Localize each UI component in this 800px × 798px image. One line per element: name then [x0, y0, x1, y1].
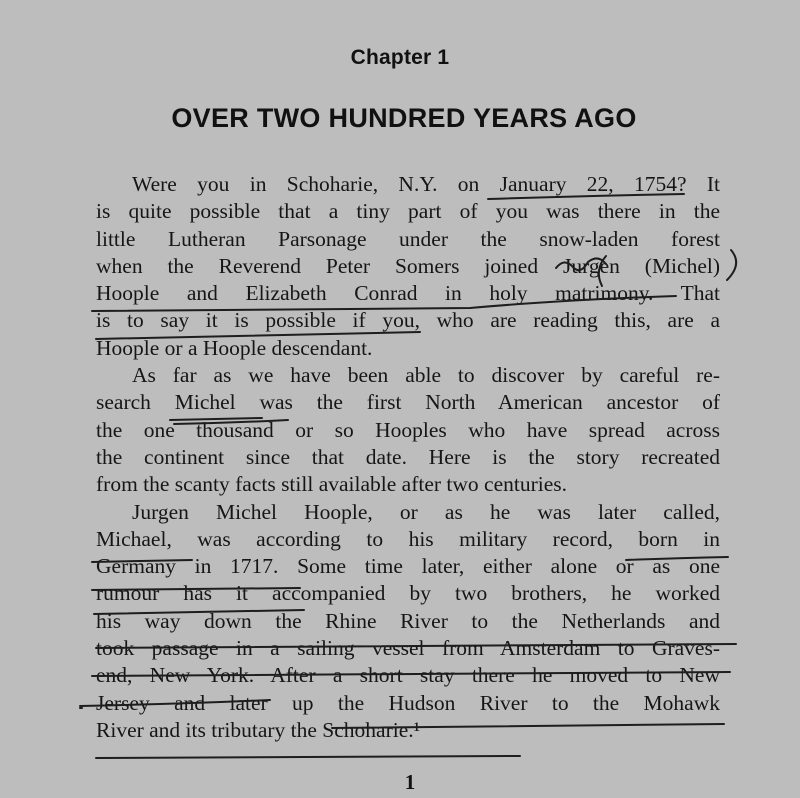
text-line: Were you in Schoharie, N.Y. on January 22, 1754? It — [132, 172, 720, 196]
text-line: Jersey and later up the Hudson River to the Mohawk — [96, 690, 720, 715]
text-line: little Lutheran Parsonage under the snow-laden forest — [96, 226, 720, 251]
page-number: 1 — [404, 770, 416, 794]
text-line: is quite possible that a tiny part of you was there in the — [96, 199, 720, 224]
text-line: River and its tributary the Schoharie.¹ — [96, 717, 421, 742]
text-line: when the Reverend Peter Somers joined Jurgen (Michel) — [96, 253, 720, 278]
text-line: Michael, was according to his military record, born in — [96, 526, 720, 551]
parenthesis-mark — [727, 250, 736, 280]
text-line: end, New York. After a short stay there he moved to New — [96, 663, 720, 688]
text-line: is to say it is possible if you, who are reading this, are a — [96, 308, 720, 333]
text-line: As far as we have been able to discover by careful re- — [132, 363, 720, 388]
text-line: the continent since that date. Here is the story recreated — [96, 444, 720, 469]
text-line: rumour has it accompanied by two brothers, he worked — [96, 581, 720, 606]
text-line: took passage in a sailing vessel from Amsterdam to Graves- — [96, 636, 720, 661]
body-text — [96, 171, 720, 744]
text-line: Hoople and Elizabeth Conrad in holy matrimony. That — [96, 281, 720, 306]
text-line: his way down the Rhine River to the Netherlands and — [96, 608, 720, 633]
chapter-title: OVER TWO HUNDRED YEARS AGO — [171, 103, 637, 133]
underline-mark — [96, 756, 520, 758]
chapter-label: Chapter 1 — [350, 46, 450, 69]
text-line: search Michel was the first North American ancestor of — [96, 390, 720, 415]
text-line: from the scanty facts still available after two centuries. — [96, 472, 568, 497]
text-line: Germany in 1717. Some time later, either alone or as one — [96, 554, 720, 579]
text-line: the one thousand or so Hooples who have spread across — [96, 417, 720, 442]
text-line: Hoople or a Hoople descendant. — [96, 335, 373, 360]
text-line: Jurgen Michel Hoople, or as he was later called, — [132, 499, 720, 524]
